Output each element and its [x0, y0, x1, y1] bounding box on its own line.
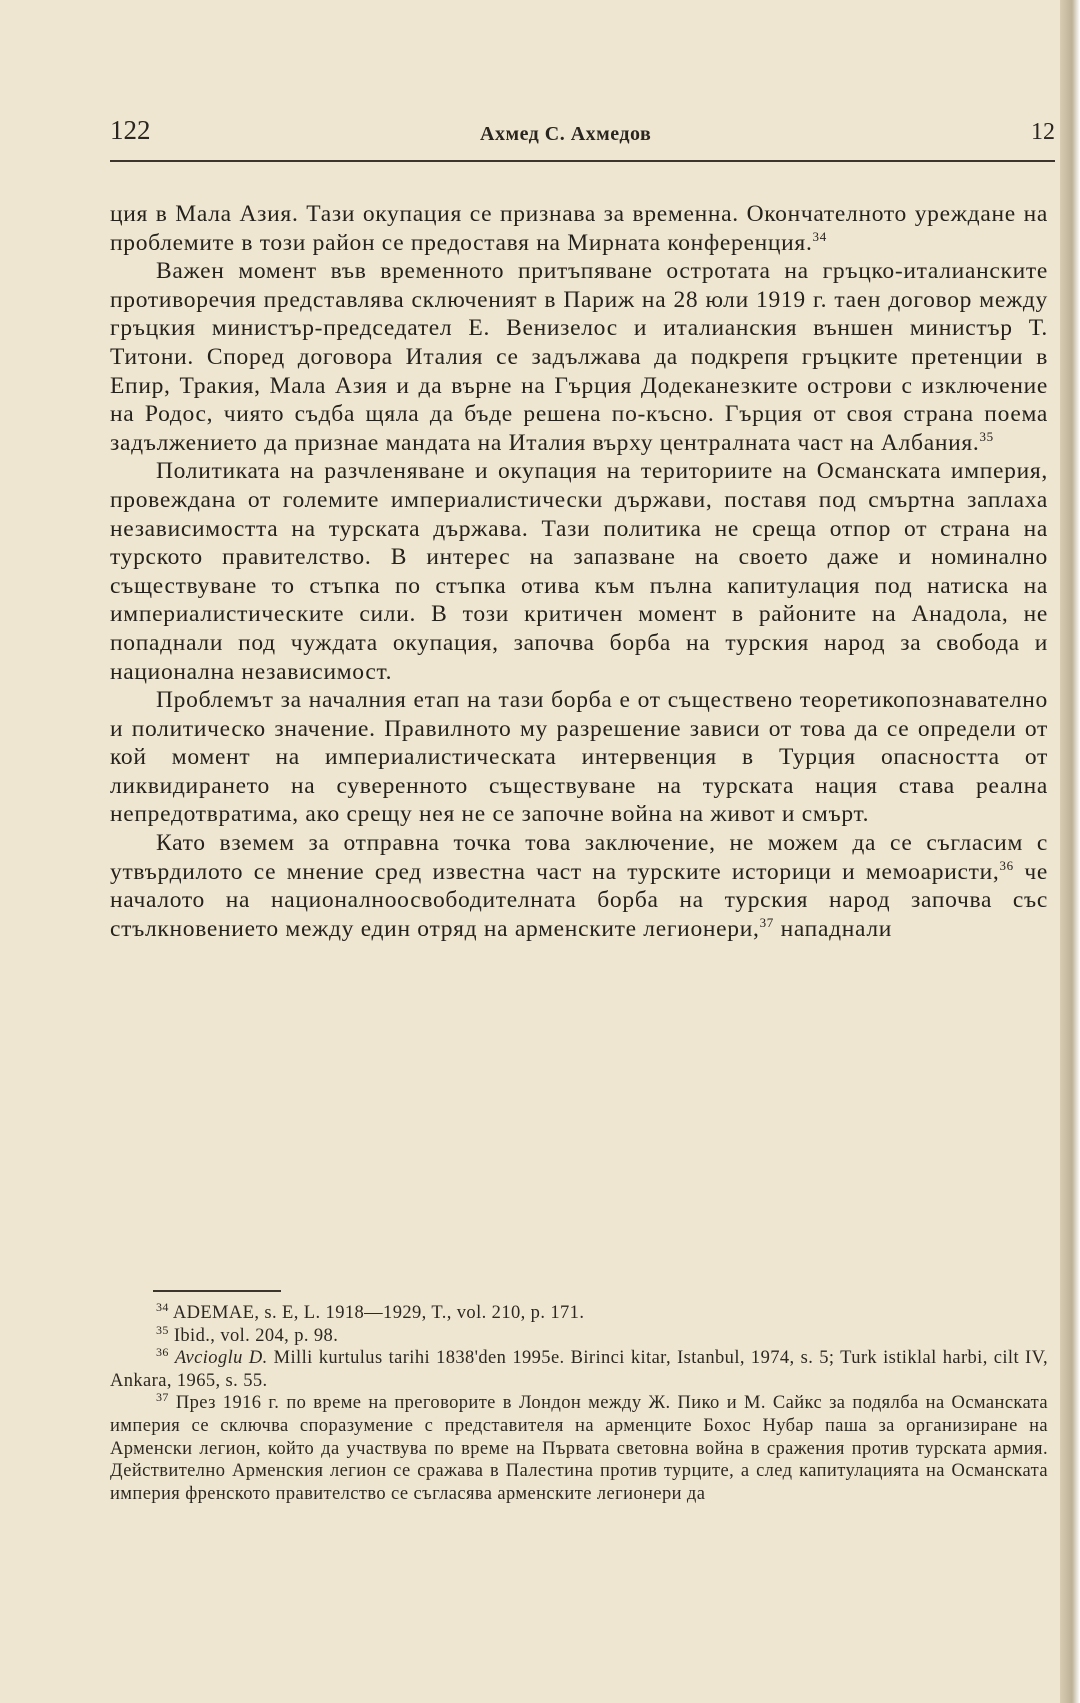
footnote-ref-35: 35: [979, 428, 994, 444]
footnote-36-author: Avcioglu D.: [174, 1348, 268, 1369]
footnote-34: [110, 1302, 1048, 1325]
footnote-34-text: ADEMAE, s. E, L. 1918—1929, T., vol. 210, p. 171.: [172, 1303, 585, 1323]
footnotes: [110, 1302, 1048, 1505]
footnote-35-text: Ibid., vol. 204, p. 98.: [173, 1325, 339, 1346]
footnote-37-text: През 1916 г. по време на преговорите в Лондон между Ж. Пико и М. Сайкс за подялба на Османската империя се сключва споразумение с представителя на арменците Бохос Нубар паша за организиране на Арменски легион, който да участвува по време на Първата световна война в сражения против турската армия. Действително Арменския легион се сражава в Палестина против турците, а след капитулацията на Османската империя френското правителство се съгласява арменските легионери да: [110, 1393, 1048, 1504]
paragraph-5-text-b: че началото на националноосвободителната борба на турския народ започва със стълкновението между един отряд на арменските легионери,: [110, 858, 1048, 942]
paragraph-5: [110, 829, 1048, 943]
paragraph-4: Проблемът за началния етап на тази борба е от съществено теоретикопознавателно и политическо значение. Правилното му разрешение зависи от това да се определи от кой момент на империалистическата интервенция в Турция опасността от ликвидирането на суверенното съществуване на турската нация става реална непредотвратима, ако срещу нея не се започне война на живот и смърт.: [110, 687, 1048, 828]
paragraph-5-text-c: нападнали: [774, 915, 893, 942]
footnote-36: [110, 1347, 1048, 1392]
footnote-35: [110, 1322, 1048, 1348]
footnote-34-number: 34: [156, 1300, 169, 1314]
header-rule: [110, 160, 1055, 162]
footnote-ref-34: 34: [812, 228, 827, 244]
running-head: [110, 115, 1055, 155]
running-title: Ахмед С. Ахмедов: [480, 123, 652, 145]
page-edge: [1060, 0, 1080, 1703]
footnote-ref-36: 36: [999, 857, 1014, 873]
next-page-number: 12: [1031, 119, 1055, 145]
footnote-37: [110, 1392, 1048, 1505]
footnote-37-number: 37: [156, 1390, 169, 1405]
paragraph-1: [110, 200, 1048, 257]
paragraph-2: [110, 257, 1048, 457]
paragraph-3: Политиката на разчленяване и окупация на териториите на Османската империя, провеждана от големите империалистически държави, поставя под смъртна заплаха независимостта на турската държава. Тази политика не среща отпор от страна на турското правителство. В интерес на запазване на своето даже и номинално съществуване то стъпка по стъпка отива към пълна капитулация под натиска на империалистическите сили. В този критичен момент в районите на Анадола, не попаднали под чуждата окупация, започва борба на турския народ за свобода и национална независимост.: [110, 458, 1048, 685]
paragraph-1-text: ция в Мала Азия. Тази окупация се признава за временна. Окончателното уреждане на проблемите в този район се предоставя на Мирната конференция.: [110, 201, 1048, 256]
paragraph-2-text: Важен момент във временното притъпяване остротата на гръцко-италианските противоречия представлява сключеният в Париж на 28 юли 1919 г. таен договор между гръцкия министър-председател Е. Венизелос и италианския външен министър Т. Титони. Според договора Италия се задължава да подкрепя гръцките претенции в Епир, Тракия, Мала Азия и да върне на Гърция Додеканезките острови с изключение на Родос, чиято съдба щяла да бъде решена по-късно. Гърция от своя страна поема задължението да признае мандата на Италия върху централната част на Албания.: [110, 258, 1048, 456]
footnote-35-number: 35: [156, 1322, 169, 1337]
footnote-ref-37: 37: [759, 914, 775, 930]
paragraph-5-text-a: Като вземем за отправна точка това заключение, не можем да се съгласим с утвърдилото се мнение сред известна част на турските историци и мемоаристи,: [110, 830, 1048, 885]
page-number: 122: [110, 115, 151, 145]
footnote-36-text: Milli kurtulus tarihi 1838'den 1995e. Birinci kitar, Istanbul, 1974, s. 5; Turk istiklal harbi, cilt IV, Ankara, 1965, s. 55.: [110, 1348, 1049, 1391]
footnote-36-number: 36: [156, 1345, 169, 1360]
body-text: [110, 200, 1048, 943]
footnote-rule: [153, 1290, 281, 1292]
